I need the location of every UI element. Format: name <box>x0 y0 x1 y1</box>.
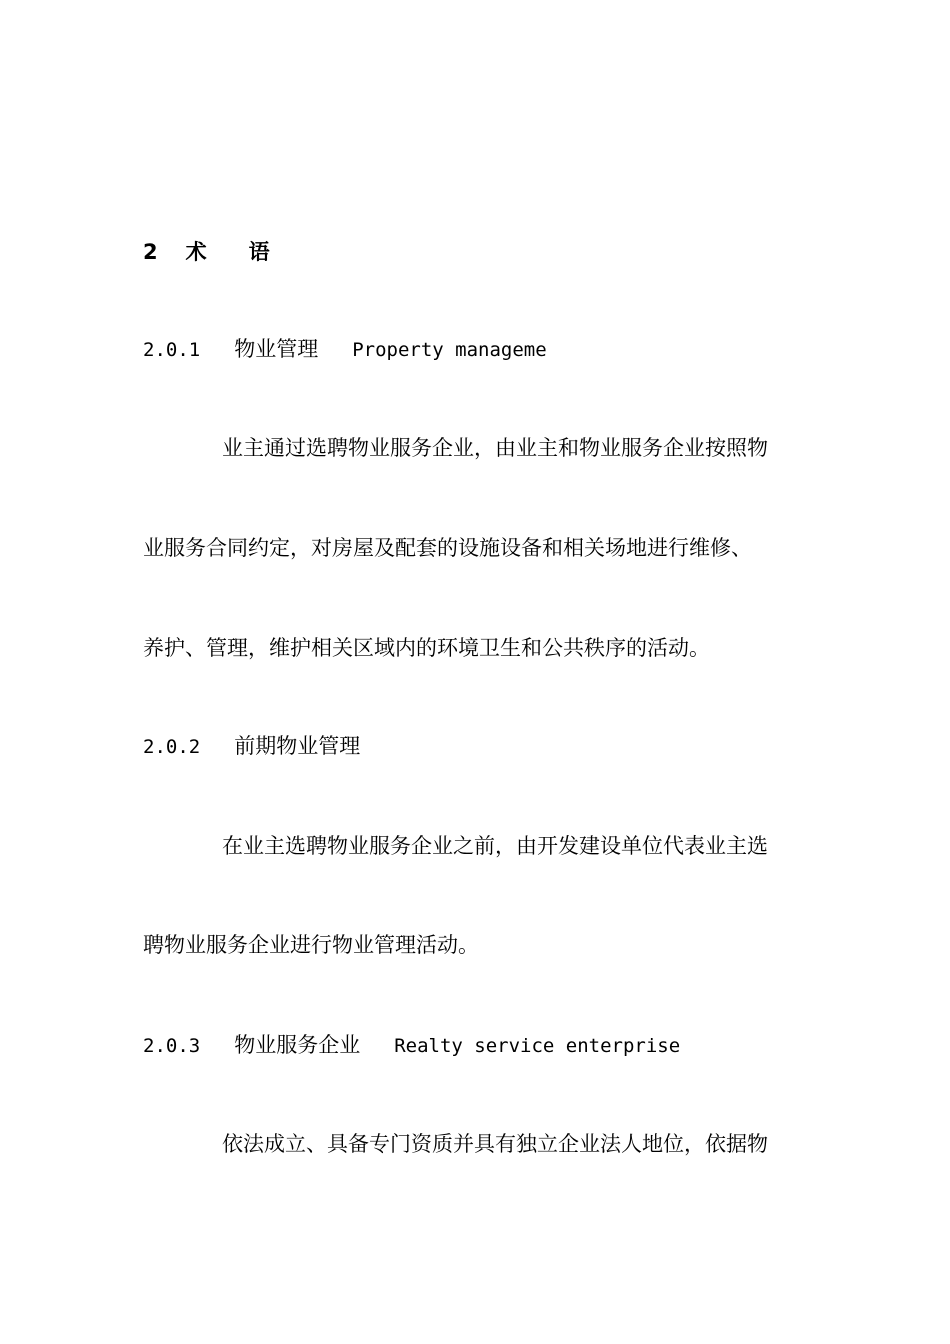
term-chinese: 前期物业管理 <box>234 734 361 758</box>
term-chinese: 物业服务企业 <box>234 1033 361 1057</box>
term-heading-2-0-1 <box>143 335 547 364</box>
section-title: 术 语 <box>185 240 270 264</box>
term-heading-2-0-2 <box>143 732 360 761</box>
term-english: Property manageme <box>352 339 547 361</box>
term-heading-2-0-3 <box>143 1031 680 1060</box>
paragraph-line: 养护、管理，维护相关区域内的环境卫生和公共秩序的活动。 <box>143 636 710 660</box>
term-number: 2.0.1 <box>143 339 201 361</box>
paragraph-line: 业主通过选聘物业服务企业，由业主和物业服务企业按照物 <box>222 436 768 460</box>
term-english: Realty service enterprise <box>394 1035 681 1057</box>
term-number: 2.0.2 <box>143 736 201 758</box>
paragraph-line: 业服务合同约定，对房屋及配套的设施设备和相关场地进行维修、 <box>143 536 752 560</box>
paragraph-line: 在业主选聘物业服务企业之前，由开发建设单位代表业主选 <box>222 834 768 858</box>
term-chinese: 物业管理 <box>234 337 319 361</box>
paragraph-line: 依法成立、具备专门资质并具有独立企业法人地位，依据物 <box>222 1132 768 1156</box>
term-number: 2.0.3 <box>143 1035 201 1057</box>
paragraph-line: 聘物业服务企业进行物业管理活动。 <box>143 933 479 957</box>
section-number: 2 <box>143 240 158 264</box>
section-heading <box>143 238 270 266</box>
